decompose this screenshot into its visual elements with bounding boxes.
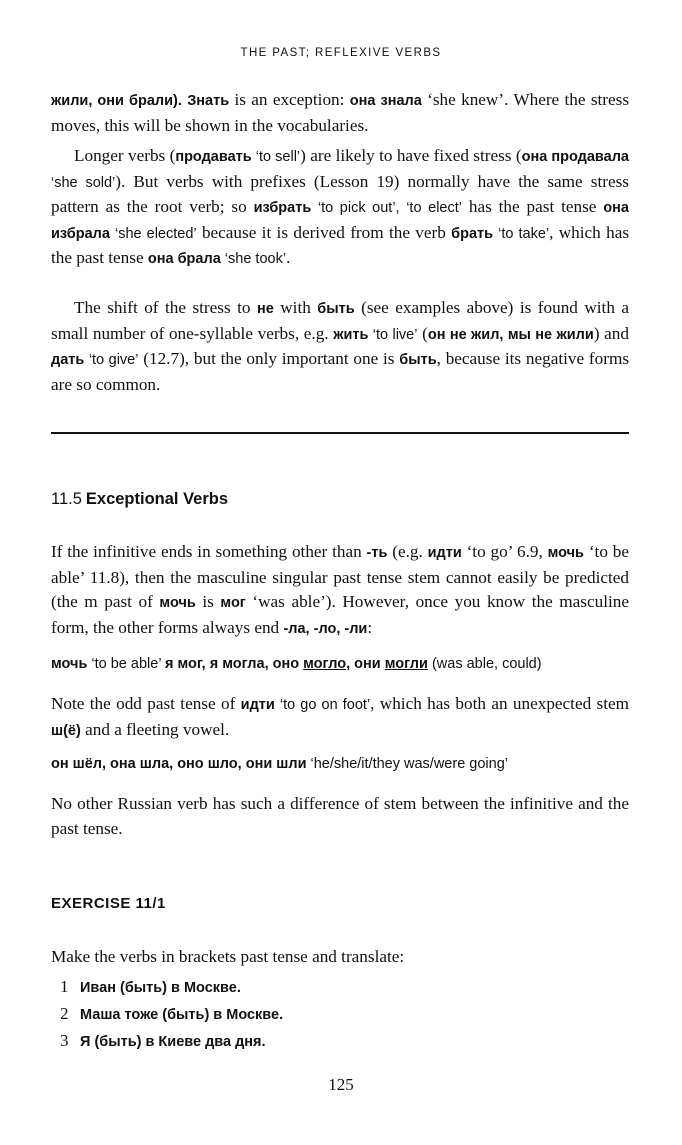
paragraph-longer-verbs: Longer verbs (продавать ‘to sell’) are likely to have fixed stress (она продавала ‘she sold’). But verbs with prefixes (Lesson 19) normally have the same stress pattern as the root verb; so избрать ‘to pick out’, ‘to elect’ has the past tense она избрала ‘she elected’ because it is derived from the verb брать ‘to take’, which has the past tense она брала ‘she took’. xyxy=(51,146,630,267)
example-idti: он шёл, она шла, оно шло, они шли ‘he/she/it/they was/were going’ xyxy=(51,756,508,772)
running-head: THE PAST; REFLEXIVE VERBS xyxy=(240,47,442,59)
page-number: 125 xyxy=(328,1075,354,1094)
exercise-item: 2 Маша тоже (быть) в Москве. xyxy=(60,1004,284,1023)
paragraph-stress-exception: жили, они брали). Знать is an exception: она знала ‘she knew’. Where the stress moves, this will be shown in the vocabularies. xyxy=(51,90,630,135)
section-heading xyxy=(51,490,629,509)
example-moch: мочь ‘to be able’ я мог, я могла, оно могло, они могли (was able, could) xyxy=(51,656,542,672)
paragraph-exceptional-verbs: If the infinitive ends in something other than -ть (e.g. идти ‘to go’ 6.9, мочь ‘to be able’ 11.8), then the masculine singular past tense stem cannot easily be predicted (the m past of мочь is мог ‘was able’). However, once you know the masculine form, the other forms always end -ла, -ло, -ли: xyxy=(51,542,629,637)
exercise-item: 1 Иван (быть) в Москве. xyxy=(60,977,241,996)
section-number: 11.5 xyxy=(51,490,82,508)
section-divider xyxy=(51,432,629,434)
section-title: Exceptional Verbs xyxy=(85,490,229,508)
paragraph-stress-shift: The shift of the stress to не with быть (see examples above) is found with a small number of one-syllable verbs, e.g. жить ‘to live’ (он не жил, мы не жили) and дать ‘to give’ (12.7), but the only important one is быть, because its negative forms are so common. xyxy=(51,298,630,394)
paragraph-idti-note: Note the odd past tense of идти ‘to go on foot’, which has both an unexpected stem ш(ё) and a fleeting vowel. xyxy=(51,694,629,739)
exercise-item: 3 Я (быть) в Киеве два дня. xyxy=(60,1031,266,1050)
exercise-instruction: Make the verbs in brackets past tense and translate: xyxy=(51,947,405,966)
exercise-heading: EXERCISE 11/1 xyxy=(51,895,166,912)
paragraph-no-other-verb: No other Russian verb has such a difference of stem between the infinitive and the past tense. xyxy=(51,794,629,838)
